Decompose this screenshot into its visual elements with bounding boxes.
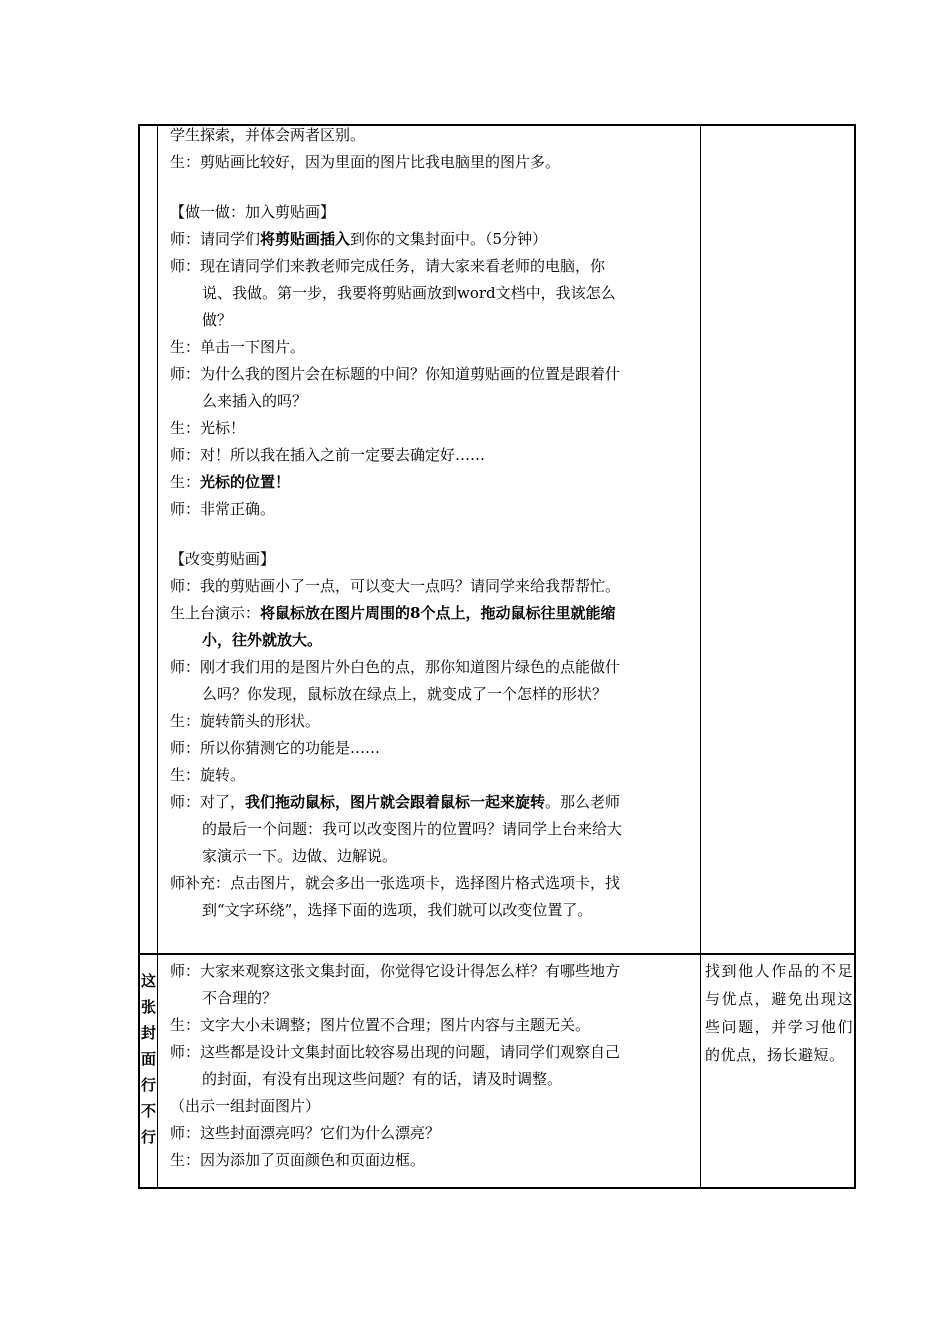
text-line — [170, 1066, 690, 1093]
text-run: 。那么老师 — [545, 793, 621, 811]
text-run: 生：旋转。 — [170, 766, 246, 784]
label-char: 行 — [140, 1076, 156, 1094]
text-run: 生：光标！ — [170, 419, 246, 437]
text-run: 家演示一下。边做、边解说。 — [202, 847, 398, 865]
text-line — [170, 762, 690, 789]
text-line — [170, 199, 690, 226]
text-run: 师：对！所以我在插入之前一定要去确定好…… — [170, 446, 486, 464]
text-line — [170, 681, 690, 708]
text-run: 生上台演示： — [170, 604, 261, 622]
text-line — [170, 897, 690, 924]
text-line — [170, 496, 690, 523]
text-run: 师：现在请同学们来教老师完成任务，请大家来看老师的电脑，你 — [170, 257, 606, 275]
text-line — [170, 1093, 690, 1120]
text-run: 【做一做：加入剪贴画】 — [170, 203, 336, 221]
blank-line — [170, 176, 690, 199]
text-line — [170, 1039, 690, 1066]
row1-content — [170, 122, 690, 924]
text-run: 师：刚才我们用的是图片外白色的点，那你知道图片绿色的点能做什 — [170, 658, 621, 676]
table-right-border — [854, 124, 856, 1189]
text-run: 师：大家来观察这张文集封面，你觉得它设计得怎么样？有哪些地方 — [170, 962, 621, 980]
text-line — [170, 334, 690, 361]
text-line — [170, 627, 690, 654]
row2-section-label — [140, 968, 157, 1150]
bold-text: 光标的位置！ — [200, 473, 291, 491]
table-bottom-border — [138, 1187, 856, 1189]
text-run: 生：因为添加了页面颜色和页面边框。 — [170, 1151, 426, 1169]
text-line — [170, 388, 690, 415]
text-run: 师：所以你猜测它的功能是…… — [170, 739, 381, 757]
text-run: 的最后一个问题：我可以改变图片的位置吗？请同学上台来给大 — [202, 820, 623, 838]
text-line — [170, 843, 690, 870]
text-line — [170, 253, 690, 280]
text-run: 师：我的剪贴画小了一点，可以变大一点吗？请同学来给我帮帮忙。 — [170, 577, 621, 595]
text-run: 不合理的？ — [202, 989, 278, 1007]
text-line — [170, 122, 690, 149]
text-line — [170, 816, 690, 843]
bold-text: 将剪贴画插入 — [260, 230, 351, 248]
text-line — [170, 1120, 690, 1147]
text-line — [170, 415, 690, 442]
text-line — [170, 789, 690, 816]
text-line — [170, 1012, 690, 1039]
design-intent-text: 找到他人作品的不足与优点，避免出现这些问题，并学习他们的优点，扬长避短。 — [705, 962, 853, 1064]
label-char: 封 — [140, 1024, 156, 1042]
text-line — [170, 442, 690, 469]
text-run: 生：剪贴画比较好，因为里面的图片比我电脑里的图片多。 — [170, 153, 561, 171]
row-divider — [138, 953, 856, 955]
bold-text: 将鼠标放在图片周围的8个点上，拖动鼠标往里就能缩 — [260, 604, 616, 622]
blank-line — [170, 523, 690, 546]
text-run: 说、我做。第一步，我要将剪贴画放到word文档中，我该怎么 — [202, 284, 616, 302]
bold-text: 我们拖动鼠标，图片就会跟着鼠标一起来旋转 — [245, 793, 546, 811]
text-run: 【改变剪贴画】 — [170, 550, 276, 568]
side-column-divider — [700, 124, 701, 1189]
text-run: 学生探索，并体会两者区别。 — [170, 126, 366, 144]
text-line — [170, 280, 690, 307]
text-line — [170, 870, 690, 897]
text-run: 师：为什么我的图片会在标题的中间？你知道剪贴画的位置是跟着什 — [170, 365, 621, 383]
row2-side-notes — [705, 957, 853, 1069]
text-run: 师：这些都是设计文集封面比较容易出现的问题，请同学们观察自己 — [170, 1043, 621, 1061]
text-run: 师：对了， — [170, 793, 246, 811]
text-line — [170, 546, 690, 573]
text-run: 师补充：点击图片，就会多出一张选项卡，选择图片格式选项卡，找 — [170, 874, 621, 892]
text-line — [170, 307, 690, 334]
text-line — [170, 958, 690, 985]
text-line — [170, 361, 690, 388]
text-line — [170, 149, 690, 176]
text-run: 的封面，有没有出现这些问题？有的话，请及时调整。 — [202, 1070, 563, 1088]
label-char: 不 — [140, 1102, 156, 1120]
text-line — [170, 1147, 690, 1174]
text-run: 么来插入的吗？ — [202, 392, 308, 410]
text-run: 做？ — [202, 311, 233, 329]
text-run: 师：请同学们 — [170, 230, 261, 248]
label-char: 这 — [140, 972, 156, 990]
text-run: 师：非常正确。 — [170, 500, 276, 518]
text-run: 生： — [170, 473, 201, 491]
text-line — [170, 600, 690, 627]
text-line — [170, 985, 690, 1012]
text-run: 生：单击一下图片。 — [170, 338, 306, 356]
text-run: 师：这些封面漂亮吗？它们为什么漂亮？ — [170, 1124, 441, 1142]
text-run: （出示一组封面图片） — [170, 1097, 321, 1115]
text-line — [170, 654, 690, 681]
text-line — [170, 226, 690, 253]
label-column-divider — [157, 124, 158, 1189]
text-line — [170, 708, 690, 735]
label-char: 张 — [140, 998, 156, 1016]
text-line — [170, 573, 690, 600]
bold-text: 小，往外就放大。 — [202, 631, 323, 649]
text-run: 生：旋转箭头的形状。 — [170, 712, 321, 730]
text-run: 到“文字环绕”，选择下面的选项，我们就可以改变位置了。 — [202, 901, 593, 919]
text-run: 么吗？你发现，鼠标放在绿点上，就变成了一个怎样的形状？ — [202, 685, 608, 703]
text-line — [170, 469, 690, 496]
text-run: 生：文字大小未调整；图片位置不合理；图片内容与主题无关。 — [170, 1016, 591, 1034]
label-char: 面 — [140, 1050, 156, 1068]
text-run: 到你的文集封面中。（5分钟） — [350, 230, 548, 248]
row2-content — [170, 958, 690, 1174]
label-char: 行 — [140, 1128, 156, 1146]
text-line — [170, 735, 690, 762]
